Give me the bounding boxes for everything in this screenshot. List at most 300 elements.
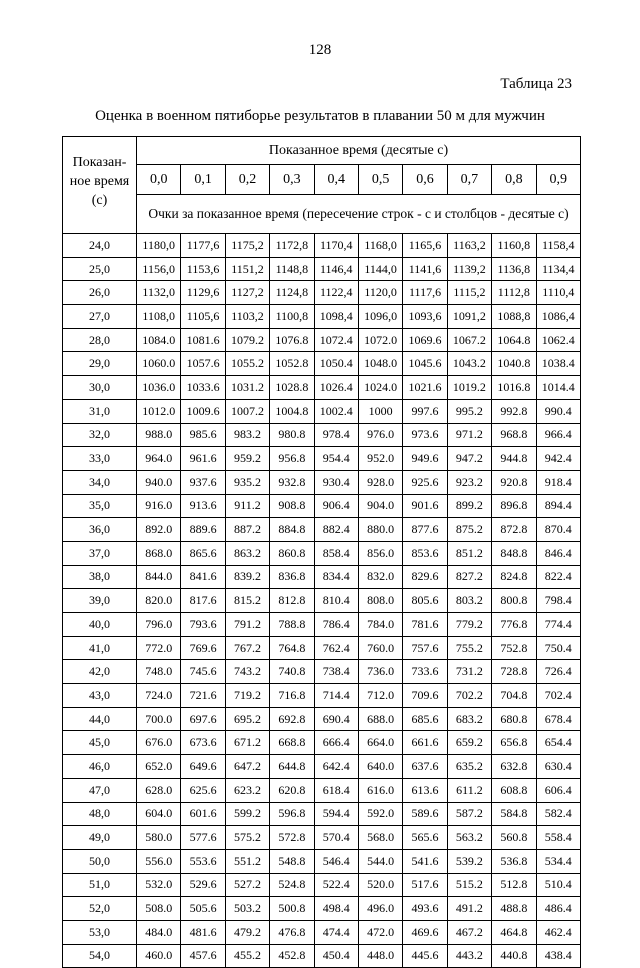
points-cell: 714.4 <box>314 684 358 708</box>
time-cell: 26,0 <box>63 281 137 305</box>
points-cell: 664.0 <box>358 731 402 755</box>
points-cell: 1091,2 <box>447 305 491 329</box>
points-cell: 740.8 <box>270 660 314 684</box>
points-cell: 1057.6 <box>181 352 225 376</box>
table-row <box>63 541 581 565</box>
points-cell: 455.2 <box>225 944 269 968</box>
points-cell: 944.8 <box>492 447 536 471</box>
points-cell: 884.8 <box>270 518 314 542</box>
points-table <box>62 136 581 968</box>
points-cell: 570.4 <box>314 826 358 850</box>
points-cell: 1105,6 <box>181 305 225 329</box>
points-cell: 971.2 <box>447 423 491 447</box>
table-row <box>63 518 581 542</box>
points-cell: 894.4 <box>536 494 581 518</box>
points-cell: 772.0 <box>137 636 181 660</box>
table-row <box>63 873 581 897</box>
points-cell: 851.2 <box>447 541 491 565</box>
table-row <box>63 565 581 589</box>
points-cell: 913.6 <box>181 494 225 518</box>
points-cell: 733.6 <box>403 660 447 684</box>
points-cell: 618.4 <box>314 778 358 802</box>
points-cell: 990.4 <box>536 399 581 423</box>
points-cell: 606.4 <box>536 778 581 802</box>
points-cell: 611.2 <box>447 778 491 802</box>
points-cell: 1072.4 <box>314 328 358 352</box>
points-cell: 716.8 <box>270 684 314 708</box>
points-cell: 726.4 <box>536 660 581 684</box>
points-cell: 440.8 <box>492 944 536 968</box>
points-cell: 988.0 <box>137 423 181 447</box>
points-cell: 676.0 <box>137 731 181 755</box>
points-cell: 736.0 <box>358 660 402 684</box>
table-row <box>63 707 581 731</box>
points-cell: 685.6 <box>403 707 447 731</box>
points-cell: 856.0 <box>358 541 402 565</box>
points-cell: 522.4 <box>314 873 358 897</box>
points-cell: 668.8 <box>270 731 314 755</box>
points-cell: 1009.6 <box>181 399 225 423</box>
points-cell: 488.8 <box>492 897 536 921</box>
points-cell: 520.0 <box>358 873 402 897</box>
points-cell: 464.8 <box>492 920 536 944</box>
points-cell: 1180,0 <box>137 234 181 258</box>
points-cell: 1021.6 <box>403 376 447 400</box>
table-row <box>63 399 581 423</box>
points-cell: 491.2 <box>447 897 491 921</box>
points-cell: 976.0 <box>358 423 402 447</box>
table-row <box>63 376 581 400</box>
points-cell: 1088,8 <box>492 305 536 329</box>
points-cell: 692.8 <box>270 707 314 731</box>
points-cell: 860.8 <box>270 541 314 565</box>
points-cell: 1139,2 <box>447 257 491 281</box>
points-cell: 899.2 <box>447 494 491 518</box>
points-cell: 812.8 <box>270 589 314 613</box>
points-cell: 973.6 <box>403 423 447 447</box>
points-cell: 918.4 <box>536 470 581 494</box>
points-cell: 959.2 <box>225 447 269 471</box>
column-group-header: Показанное время (десятые с) <box>137 137 581 165</box>
points-cell: 1036.0 <box>137 376 181 400</box>
table-row <box>63 613 581 637</box>
points-cell: 688.0 <box>358 707 402 731</box>
time-cell: 31,0 <box>63 399 137 423</box>
table-row <box>63 778 581 802</box>
points-cell: 810.4 <box>314 589 358 613</box>
points-cell: 690.4 <box>314 707 358 731</box>
points-cell: 784.0 <box>358 613 402 637</box>
points-cell: 952.0 <box>358 447 402 471</box>
points-cell: 731.2 <box>447 660 491 684</box>
points-cell: 1148,8 <box>270 257 314 281</box>
points-cell: 596.8 <box>270 802 314 826</box>
time-cell: 46,0 <box>63 755 137 779</box>
points-cell: 625.6 <box>181 778 225 802</box>
points-header: Очки за показанное время (пересечение строк - с и столбцов - десятые с) <box>137 195 581 234</box>
points-cell: 1033.6 <box>181 376 225 400</box>
column-header: 0,4 <box>314 165 358 195</box>
points-cell: 752.8 <box>492 636 536 660</box>
table-row <box>63 897 581 921</box>
time-cell: 50,0 <box>63 849 137 873</box>
table-row <box>63 660 581 684</box>
points-cell: 1000 <box>358 399 402 423</box>
points-cell: 450.4 <box>314 944 358 968</box>
points-cell: 908.8 <box>270 494 314 518</box>
points-cell: 776.8 <box>492 613 536 637</box>
points-cell: 565.6 <box>403 826 447 850</box>
points-cell: 767.2 <box>225 636 269 660</box>
points-cell: 940.0 <box>137 470 181 494</box>
points-cell: 628.0 <box>137 778 181 802</box>
time-cell: 51,0 <box>63 873 137 897</box>
points-cell: 832.0 <box>358 565 402 589</box>
points-cell: 1158,4 <box>536 234 581 258</box>
points-cell: 755.2 <box>447 636 491 660</box>
column-header: 0,0 <box>137 165 181 195</box>
points-cell: 1081.6 <box>181 328 225 352</box>
points-cell: 683.2 <box>447 707 491 731</box>
table-row <box>63 684 581 708</box>
points-cell: 1136,8 <box>492 257 536 281</box>
points-cell: 980.8 <box>270 423 314 447</box>
points-cell: 589.6 <box>403 802 447 826</box>
time-cell: 34,0 <box>63 470 137 494</box>
points-cell: 839.2 <box>225 565 269 589</box>
points-cell: 1007.2 <box>225 399 269 423</box>
time-cell: 36,0 <box>63 518 137 542</box>
points-cell: 510.4 <box>536 873 581 897</box>
points-cell: 901.6 <box>403 494 447 518</box>
points-cell: 1175,2 <box>225 234 269 258</box>
points-cell: 563.2 <box>447 826 491 850</box>
points-cell: 750.4 <box>536 636 581 660</box>
points-cell: 666.4 <box>314 731 358 755</box>
points-cell: 870.4 <box>536 518 581 542</box>
points-cell: 956.8 <box>270 447 314 471</box>
points-cell: 800.8 <box>492 589 536 613</box>
points-cell: 1108,0 <box>137 305 181 329</box>
time-cell: 49,0 <box>63 826 137 850</box>
points-cell: 623.2 <box>225 778 269 802</box>
time-cell: 48,0 <box>63 802 137 826</box>
points-cell: 1016.8 <box>492 376 536 400</box>
points-cell: 820.0 <box>137 589 181 613</box>
points-cell: 1134,4 <box>536 257 581 281</box>
points-cell: 503.2 <box>225 897 269 921</box>
points-cell: 568.0 <box>358 826 402 850</box>
time-cell: 29,0 <box>63 352 137 376</box>
points-cell: 661.6 <box>403 731 447 755</box>
points-cell: 445.6 <box>403 944 447 968</box>
time-cell: 38,0 <box>63 565 137 589</box>
time-cell: 39,0 <box>63 589 137 613</box>
points-cell: 532.0 <box>137 873 181 897</box>
points-cell: 947.2 <box>447 447 491 471</box>
table-row <box>63 328 581 352</box>
points-cell: 824.8 <box>492 565 536 589</box>
column-header: 0,2 <box>225 165 269 195</box>
points-cell: 1069.6 <box>403 328 447 352</box>
points-cell: 616.0 <box>358 778 402 802</box>
points-cell: 1084.0 <box>137 328 181 352</box>
points-cell: 887.2 <box>225 518 269 542</box>
points-cell: 1024.0 <box>358 376 402 400</box>
points-cell: 1144,0 <box>358 257 402 281</box>
points-cell: 964.0 <box>137 447 181 471</box>
points-cell: 539.2 <box>447 849 491 873</box>
points-cell: 448.0 <box>358 944 402 968</box>
points-cell: 1012.0 <box>137 399 181 423</box>
points-cell: 1151,2 <box>225 257 269 281</box>
points-cell: 1156,0 <box>137 257 181 281</box>
points-cell: 601.6 <box>181 802 225 826</box>
points-cell: 721.6 <box>181 684 225 708</box>
points-cell: 505.6 <box>181 897 225 921</box>
points-cell: 652.0 <box>137 755 181 779</box>
points-cell: 712.0 <box>358 684 402 708</box>
time-cell: 37,0 <box>63 541 137 565</box>
points-cell: 786.4 <box>314 613 358 637</box>
points-cell: 1153,6 <box>181 257 225 281</box>
table-row <box>63 636 581 660</box>
points-cell: 985.6 <box>181 423 225 447</box>
page-number: 128 <box>308 42 332 58</box>
points-cell: 479.2 <box>225 920 269 944</box>
points-cell: 541.6 <box>403 849 447 873</box>
points-cell: 764.8 <box>270 636 314 660</box>
points-cell: 896.8 <box>492 494 536 518</box>
points-cell: 995.2 <box>447 399 491 423</box>
points-cell: 791.2 <box>225 613 269 637</box>
points-cell: 827.2 <box>447 565 491 589</box>
time-cell: 28,0 <box>63 328 137 352</box>
points-cell: 656.8 <box>492 731 536 755</box>
table-row <box>63 281 581 305</box>
points-cell: 1004.8 <box>270 399 314 423</box>
points-cell: 796.0 <box>137 613 181 637</box>
points-cell: 1098,4 <box>314 305 358 329</box>
points-cell: 949.6 <box>403 447 447 471</box>
points-cell: 748.0 <box>137 660 181 684</box>
points-cell: 1019.2 <box>447 376 491 400</box>
points-cell: 1052.8 <box>270 352 314 376</box>
points-cell: 493.6 <box>403 897 447 921</box>
points-cell: 1112,8 <box>492 281 536 305</box>
points-cell: 836.8 <box>270 565 314 589</box>
points-cell: 719.2 <box>225 684 269 708</box>
time-cell: 35,0 <box>63 494 137 518</box>
points-cell: 769.6 <box>181 636 225 660</box>
points-cell: 848.8 <box>492 541 536 565</box>
points-cell: 1096,0 <box>358 305 402 329</box>
points-cell: 1086,4 <box>536 305 581 329</box>
points-cell: 575.2 <box>225 826 269 850</box>
points-cell: 916.0 <box>137 494 181 518</box>
points-cell: 757.6 <box>403 636 447 660</box>
points-cell: 822.4 <box>536 565 581 589</box>
points-cell: 700.0 <box>137 707 181 731</box>
points-cell: 968.8 <box>492 423 536 447</box>
points-cell: 460.0 <box>137 944 181 968</box>
points-cell: 1038.4 <box>536 352 581 376</box>
points-cell: 548.8 <box>270 849 314 873</box>
points-cell: 613.6 <box>403 778 447 802</box>
points-cell: 544.0 <box>358 849 402 873</box>
points-cell: 452.8 <box>270 944 314 968</box>
points-cell: 551.2 <box>225 849 269 873</box>
points-cell: 760.0 <box>358 636 402 660</box>
points-cell: 793.6 <box>181 613 225 637</box>
points-cell: 659.2 <box>447 731 491 755</box>
points-cell: 846.4 <box>536 541 581 565</box>
points-cell: 932.8 <box>270 470 314 494</box>
points-cell: 654.4 <box>536 731 581 755</box>
time-cell: 54,0 <box>63 944 137 968</box>
points-cell: 875.2 <box>447 518 491 542</box>
points-cell: 553.6 <box>181 849 225 873</box>
points-cell: 928.0 <box>358 470 402 494</box>
points-cell: 942.4 <box>536 447 581 471</box>
points-cell: 560.8 <box>492 826 536 850</box>
points-cell: 472.0 <box>358 920 402 944</box>
points-cell: 868.0 <box>137 541 181 565</box>
points-cell: 781.6 <box>403 613 447 637</box>
points-cell: 803.2 <box>447 589 491 613</box>
points-cell: 678.4 <box>536 707 581 731</box>
table-row <box>63 352 581 376</box>
points-cell: 558.4 <box>536 826 581 850</box>
column-header: 0,9 <box>536 165 581 195</box>
table-header <box>63 137 581 234</box>
points-cell: 774.4 <box>536 613 581 637</box>
points-cell: 1064.8 <box>492 328 536 352</box>
points-cell: 1120,0 <box>358 281 402 305</box>
points-cell: 805.6 <box>403 589 447 613</box>
time-cell: 41,0 <box>63 636 137 660</box>
table-row <box>63 234 581 258</box>
table-row <box>63 755 581 779</box>
time-cell: 45,0 <box>63 731 137 755</box>
points-cell: 1060.0 <box>137 352 181 376</box>
points-cell: 630.4 <box>536 755 581 779</box>
points-cell: 1146,4 <box>314 257 358 281</box>
points-cell: 484.0 <box>137 920 181 944</box>
points-cell: 954.4 <box>314 447 358 471</box>
points-cell: 1055.2 <box>225 352 269 376</box>
time-cell: 24,0 <box>63 234 137 258</box>
points-cell: 517.6 <box>403 873 447 897</box>
points-cell: 644.8 <box>270 755 314 779</box>
points-cell: 637.6 <box>403 755 447 779</box>
points-cell: 904.0 <box>358 494 402 518</box>
points-cell: 892.0 <box>137 518 181 542</box>
time-cell: 32,0 <box>63 423 137 447</box>
points-cell: 1050.4 <box>314 352 358 376</box>
points-cell: 911.2 <box>225 494 269 518</box>
table-row <box>63 423 581 447</box>
points-cell: 577.6 <box>181 826 225 850</box>
points-cell: 594.4 <box>314 802 358 826</box>
points-cell: 808.0 <box>358 589 402 613</box>
points-cell: 925.6 <box>403 470 447 494</box>
points-cell: 1115,2 <box>447 281 491 305</box>
points-cell: 702.2 <box>447 684 491 708</box>
points-cell: 599.2 <box>225 802 269 826</box>
points-cell: 524.8 <box>270 873 314 897</box>
points-cell: 709.6 <box>403 684 447 708</box>
points-cell: 1002.4 <box>314 399 358 423</box>
time-cell: 30,0 <box>63 376 137 400</box>
points-cell: 788.8 <box>270 613 314 637</box>
table-row <box>63 731 581 755</box>
points-cell: 738.4 <box>314 660 358 684</box>
points-cell: 647.2 <box>225 755 269 779</box>
points-cell: 1067.2 <box>447 328 491 352</box>
points-cell: 608.8 <box>492 778 536 802</box>
points-cell: 572.8 <box>270 826 314 850</box>
points-cell: 966.4 <box>536 423 581 447</box>
points-cell: 496.0 <box>358 897 402 921</box>
points-cell: 476.8 <box>270 920 314 944</box>
table-row <box>63 447 581 471</box>
row-header: Показан-ное время (с) <box>63 137 137 234</box>
points-cell: 1045.6 <box>403 352 447 376</box>
points-cell: 474.4 <box>314 920 358 944</box>
time-cell: 27,0 <box>63 305 137 329</box>
points-cell: 642.4 <box>314 755 358 779</box>
points-cell: 779.2 <box>447 613 491 637</box>
points-cell: 745.6 <box>181 660 225 684</box>
points-cell: 508.0 <box>137 897 181 921</box>
points-cell: 1103,2 <box>225 305 269 329</box>
column-header: 0,5 <box>358 165 402 195</box>
points-cell: 1062.4 <box>536 328 581 352</box>
points-cell: 1168,0 <box>358 234 402 258</box>
points-cell: 1127,2 <box>225 281 269 305</box>
points-cell: 1117,6 <box>403 281 447 305</box>
time-cell: 53,0 <box>63 920 137 944</box>
time-cell: 33,0 <box>63 447 137 471</box>
points-cell: 438.4 <box>536 944 581 968</box>
table-row <box>63 305 581 329</box>
points-cell: 580.0 <box>137 826 181 850</box>
table-row <box>63 802 581 826</box>
column-header: 0,7 <box>447 165 491 195</box>
points-cell: 815.2 <box>225 589 269 613</box>
points-cell: 1141,6 <box>403 257 447 281</box>
points-cell: 889.6 <box>181 518 225 542</box>
points-cell: 817.6 <box>181 589 225 613</box>
points-cell: 1172,8 <box>270 234 314 258</box>
time-cell: 40,0 <box>63 613 137 637</box>
points-cell: 1076.8 <box>270 328 314 352</box>
points-cell: 536.8 <box>492 849 536 873</box>
points-cell: 680.8 <box>492 707 536 731</box>
points-cell: 500.8 <box>270 897 314 921</box>
table-row <box>63 494 581 518</box>
points-cell: 592.0 <box>358 802 402 826</box>
points-cell: 858.4 <box>314 541 358 565</box>
column-header: 0,3 <box>270 165 314 195</box>
points-cell: 671.2 <box>225 731 269 755</box>
points-cell: 498.4 <box>314 897 358 921</box>
points-cell: 834.4 <box>314 565 358 589</box>
points-cell: 743.2 <box>225 660 269 684</box>
column-header: 0,6 <box>403 165 447 195</box>
points-cell: 481.6 <box>181 920 225 944</box>
